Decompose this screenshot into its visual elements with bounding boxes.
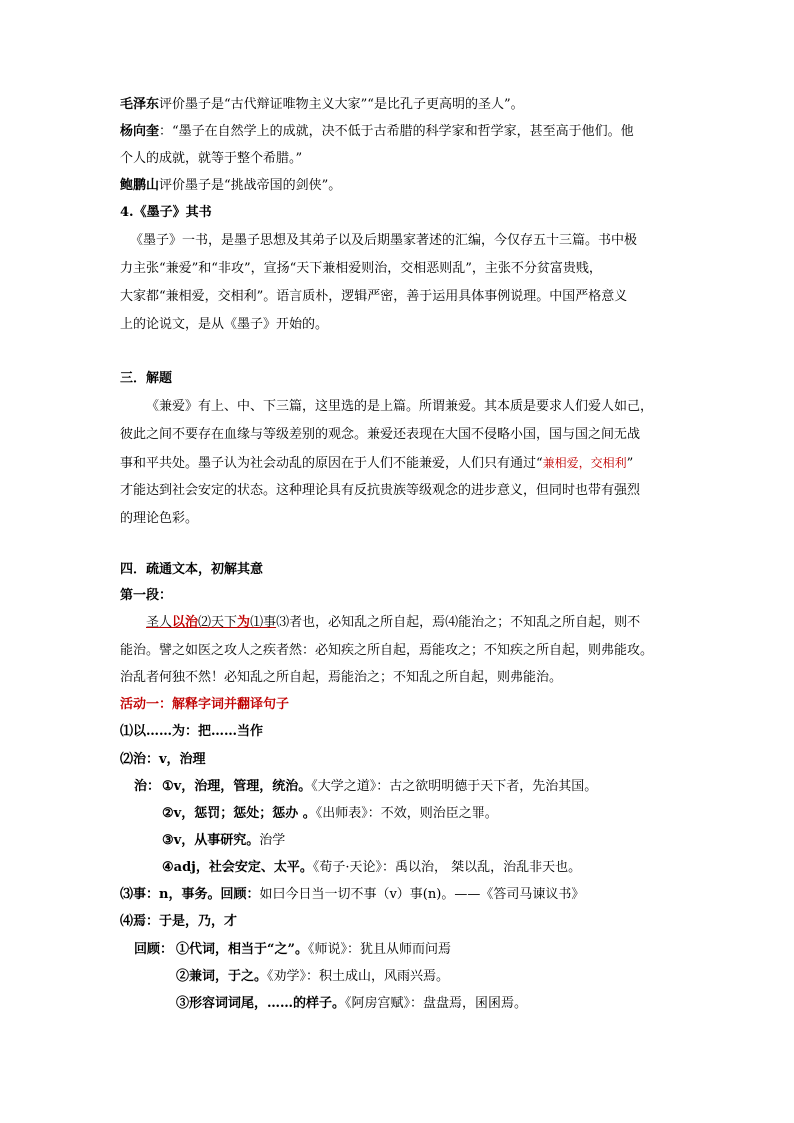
zhi-4 bbox=[162, 859, 581, 877]
activity-title: 活动一：解释字词并翻译句子 bbox=[120, 697, 290, 712]
jieti-p2: 彼此之间不要存在血缘与等级差别的观念。兼爱还表现在大国不侵略小国，国与国之间无战 bbox=[120, 427, 641, 442]
quote-yang-text: ：“墨子在自然学上的成就，决不低于古希腊的科学家和哲学家，甚至高于他们。他 bbox=[159, 124, 634, 139]
text-tianxia: ⑵天下 bbox=[198, 615, 238, 630]
jieti-p3-c: ” bbox=[626, 456, 634, 471]
quote-mao bbox=[120, 96, 524, 114]
note-3-def: ⑶事：n，事务。回顾： bbox=[120, 887, 260, 902]
zhi-1 bbox=[162, 778, 597, 796]
jieti-heading: 三．解题 bbox=[120, 371, 173, 386]
huigu-3-def: ③形容词词尾，……的样子。 bbox=[176, 996, 346, 1011]
zhi-1-ex: 《大学之道》：古之欲明明德于天下者，先治其国。 bbox=[311, 779, 598, 794]
text-line-3: 治乱者何独不然！必知乱之所自起，焉能治之；不知乱之所自起，则弗能治。 bbox=[120, 670, 563, 685]
book-heading: 4.《墨子》其书 bbox=[120, 205, 212, 220]
zhi-label: 治： bbox=[134, 779, 161, 794]
jieti-p3-highlight: 兼相爱，交相利 bbox=[542, 456, 627, 470]
text-shi: ⑴事 bbox=[250, 615, 277, 630]
note-1: ⑴以……为：把……当作 bbox=[120, 724, 264, 739]
huigu-2 bbox=[176, 968, 449, 986]
huigu-1-ex: 《师说》：犹且从师而问焉 bbox=[307, 942, 451, 957]
huigu-3-ex: 《阿房宫赋》：盘盘焉，囷囷焉。 bbox=[345, 996, 528, 1011]
book-p4: 上的论说文，是从《墨子》开始的。 bbox=[120, 317, 329, 332]
quote-yang bbox=[120, 123, 634, 141]
quote-yang-cont: 个人的成就，就等于整个希腊。” bbox=[120, 151, 303, 166]
zhi-2-ex: 《出师表》：不效，则治臣之罪。 bbox=[315, 806, 498, 821]
book-p1: 《墨子》一书，是墨子思想及其弟子以及后期墨家著述的汇编，今仅存五十三篇。书中极 bbox=[130, 233, 638, 248]
zhi-3-ex: 治学 bbox=[259, 833, 286, 848]
huigu-label: 回顾： bbox=[134, 942, 174, 957]
huigu-2-ex: 《劝学》：积土成山，风雨兴焉。 bbox=[267, 969, 450, 984]
zhi-2 bbox=[162, 805, 498, 823]
note-2: ⑵治：v，治理 bbox=[120, 752, 206, 767]
jieti-p1: 《兼爱》有上、中、下三篇，这里选的是上篇。所谓兼爱。其本质是要求人们爱人如己， bbox=[146, 399, 654, 414]
name-mao: 毛泽东 bbox=[120, 97, 160, 112]
text-line-1 bbox=[146, 614, 640, 632]
name-yang: 杨向奎 bbox=[120, 124, 160, 139]
jieti-p5: 的理论色彩。 bbox=[120, 511, 199, 526]
quote-bao bbox=[120, 177, 341, 195]
note-4: ⑷焉：于是，乃，才 bbox=[120, 914, 238, 929]
zhi-3 bbox=[162, 832, 285, 850]
note-3-ex: 如曰今日当一切不事（v）事(n)。——《答司马谏议书》 bbox=[259, 887, 585, 902]
zhi-3-def: ③v，从事研究。 bbox=[162, 833, 260, 848]
para-label: 第一段： bbox=[120, 588, 173, 603]
text-line-2: 能治。譬之如医之攻人之疾者然：必知疾之所自起，焉能攻之；不知疾之所自起，则弗能攻。 bbox=[120, 643, 654, 658]
jieti-p3 bbox=[120, 454, 633, 473]
book-p3: 大家都“兼相爱，交相利”。语言质朴，逻辑严密，善于运用具体事例说理。中国严格意义 bbox=[120, 289, 628, 304]
huigu-2-def: ②兼词，于之。 bbox=[176, 969, 268, 984]
huigu-1 bbox=[176, 941, 451, 959]
huigu-3 bbox=[176, 995, 527, 1013]
text-yizhi: 以治 bbox=[172, 615, 199, 630]
jieti-p4: 才能达到社会安定的状态。这种理论具有反抗贵族等级观念的进步意义，但同时也带有强烈 bbox=[120, 483, 641, 498]
note-3 bbox=[120, 886, 584, 904]
zhi-1-def: ①v，治理，管理，统治。 bbox=[162, 779, 312, 794]
text-shengren: 圣人 bbox=[146, 615, 173, 630]
quote-bao-text: 评价墨子是“挑战帝国的剑侠”。 bbox=[159, 178, 342, 193]
shutong-heading: 四．疏通文本，初解其意 bbox=[120, 562, 264, 577]
huigu-1-def: ①代词，相当于“之”。 bbox=[176, 942, 308, 957]
zhi-4-def: ④adj，社会安定、太平。 bbox=[162, 860, 313, 875]
zhi-4-ex: 《荀子·天论》：禹以治， 桀以乱，治乱非天也。 bbox=[312, 860, 582, 875]
book-p2: 力主张“兼爱”和“非攻”，宣扬“天下兼相爱则治，交相恶则乱”，主张不分贫富贵贱， bbox=[120, 261, 602, 276]
zhi-2-def: ②v，惩罚；惩处；惩办 。 bbox=[162, 806, 316, 821]
jieti-p3-a: 事和平共处。墨子认为社会动乱的原因在于人们不能兼爱，人们只有通过“ bbox=[120, 456, 543, 471]
text-line-1-rest: ⑶者也，必知乱之所自起，焉⑷能治之；不知乱之所自起，则不 bbox=[276, 615, 641, 630]
name-bao: 鲍鹏山 bbox=[120, 178, 160, 193]
quote-mao-text: 评价墨子是“古代辩证唯物主义大家”“是比孔子更高明的圣人”。 bbox=[159, 97, 524, 112]
text-wei: 为 bbox=[237, 615, 251, 630]
